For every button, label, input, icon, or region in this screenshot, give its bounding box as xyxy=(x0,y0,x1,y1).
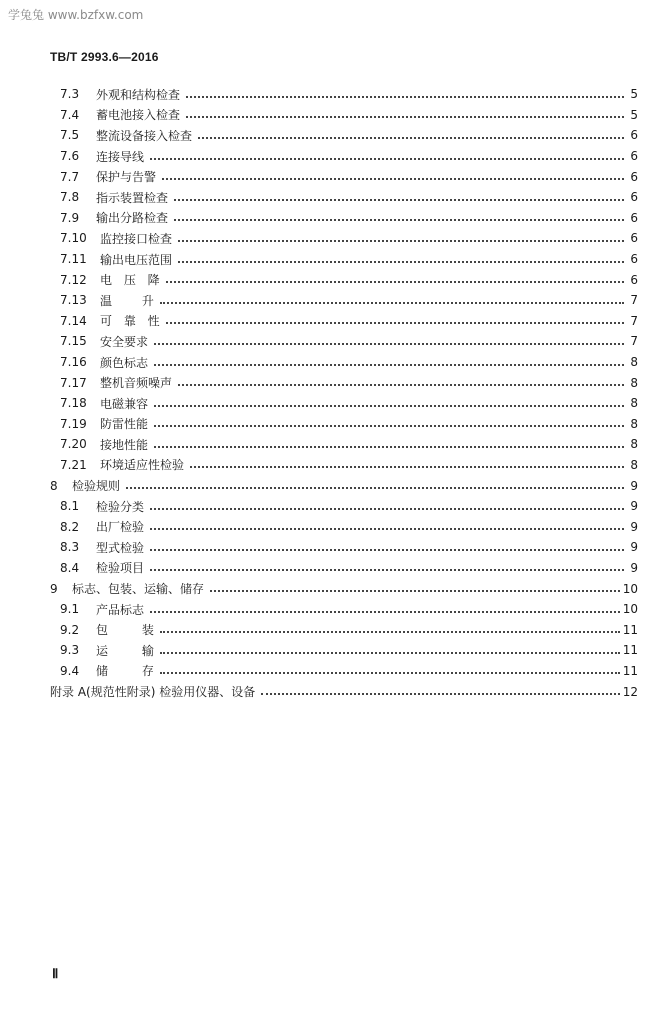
toc-entry[interactable] xyxy=(0,84,660,105)
toc-entry-number: 8.2 xyxy=(60,519,80,534)
toc-entry-title: 监控接口检查 xyxy=(100,231,173,246)
toc-entry[interactable] xyxy=(0,496,660,517)
toc-entry[interactable] xyxy=(0,269,660,290)
toc-entry[interactable] xyxy=(0,311,660,332)
toc-entry-page: 6 xyxy=(630,128,638,143)
toc-entry-title: 防雷性能 xyxy=(100,417,149,432)
toc-leader-dots xyxy=(154,404,624,407)
toc-entry-number: 7.16 xyxy=(60,355,87,370)
toc-entry-page: 5 xyxy=(630,87,638,102)
toc-leader-dots xyxy=(154,445,624,448)
toc-entry-title: 保护与告警 xyxy=(96,170,157,185)
toc-entry-title: 电磁兼容 xyxy=(100,396,149,411)
toc-entry-title: 颜色标志 xyxy=(100,355,149,370)
toc-entry[interactable] xyxy=(0,208,660,229)
toc-entry-number: 7.15 xyxy=(60,334,87,349)
toc-leader-dots xyxy=(160,301,624,304)
toc-leader-dots xyxy=(154,363,624,366)
toc-entry-number: 7.17 xyxy=(60,375,87,390)
toc-entry-title: 输出电压范围 xyxy=(100,252,173,267)
toc-entry-number: 7.8 xyxy=(60,190,80,205)
toc-leader-dots xyxy=(160,651,620,654)
toc-entry-page: 9 xyxy=(630,478,638,493)
toc-entry-page: 9 xyxy=(630,560,638,575)
watermark-text: 学兔兔 www.bzfxw.com xyxy=(8,8,144,22)
toc-leader-dots xyxy=(162,177,624,180)
toc-entry-number: 9 xyxy=(50,581,58,596)
toc-entry-page: 6 xyxy=(630,149,638,164)
toc-leader-dots xyxy=(160,671,620,674)
toc-entry-number: 9.4 xyxy=(60,663,80,678)
toc-leader-dots xyxy=(178,260,624,263)
toc-leader-dots xyxy=(186,95,624,98)
toc-entry-page: 10 xyxy=(622,602,638,617)
table-of-contents xyxy=(0,84,660,702)
toc-entry-page: 6 xyxy=(630,231,638,246)
toc-entry-number: 7.3 xyxy=(60,87,80,102)
toc-entry-title: 整流设备接入检查 xyxy=(96,128,193,143)
toc-leader-dots xyxy=(150,548,624,551)
toc-entry-title: 可 靠 性 xyxy=(100,314,160,329)
toc-entry[interactable] xyxy=(0,599,660,620)
toc-leader-dots xyxy=(150,507,624,510)
toc-leader-dots xyxy=(178,239,624,242)
toc-entry-number: 8.1 xyxy=(60,499,80,514)
toc-leader-dots xyxy=(154,424,624,427)
toc-entry-page: 8 xyxy=(630,457,638,472)
toc-entry-title: 接地性能 xyxy=(100,437,149,452)
toc-entry-page: 8 xyxy=(630,437,638,452)
toc-entry-number: 7.18 xyxy=(60,396,87,411)
toc-entry-page: 7 xyxy=(630,293,638,308)
toc-entry-page: 10 xyxy=(622,581,638,596)
toc-entry[interactable] xyxy=(0,125,660,146)
toc-leader-dots xyxy=(210,589,620,592)
toc-entry[interactable] xyxy=(0,352,660,373)
toc-entry-page: 9 xyxy=(630,499,638,514)
toc-entry-title: 整机音频噪声 xyxy=(100,376,173,391)
toc-entry[interactable] xyxy=(0,681,660,702)
toc-leader-dots xyxy=(150,157,624,160)
toc-entry-number: 7.14 xyxy=(60,313,87,328)
toc-entry-page: 11 xyxy=(622,663,638,678)
toc-leader-dots xyxy=(198,136,624,139)
toc-entry-page: 6 xyxy=(630,272,638,287)
toc-entry-title: 储 存 xyxy=(96,664,154,679)
toc-entry-title: 检验项目 xyxy=(96,561,145,576)
toc-entry-title: 包 装 xyxy=(96,623,154,638)
toc-entry[interactable] xyxy=(0,290,660,311)
toc-entry[interactable] xyxy=(0,475,660,496)
toc-entry[interactable] xyxy=(0,331,660,352)
toc-entry[interactable] xyxy=(0,537,660,558)
toc-entry-number: 7.12 xyxy=(60,272,87,287)
toc-leader-dots xyxy=(186,115,624,118)
toc-entry-page: 8 xyxy=(630,416,638,431)
toc-entry-title: 检验规则 xyxy=(72,479,121,494)
toc-entry-page: 6 xyxy=(630,169,638,184)
toc-entry-title: 运 输 xyxy=(96,643,154,658)
toc-leader-dots xyxy=(190,465,624,468)
toc-entry-title: 电 压 降 xyxy=(100,273,160,288)
toc-entry[interactable] xyxy=(0,640,660,661)
toc-entry-title: 蓄电池接入检查 xyxy=(96,108,181,123)
toc-entry[interactable] xyxy=(0,619,660,640)
toc-leader-dots xyxy=(126,486,624,489)
toc-leader-dots xyxy=(154,342,624,345)
toc-leader-dots xyxy=(150,527,624,530)
toc-entry[interactable] xyxy=(0,661,660,682)
toc-entry-page: 8 xyxy=(630,355,638,370)
toc-entry-number: 9.2 xyxy=(60,622,80,637)
toc-entry[interactable] xyxy=(0,249,660,270)
toc-entry-title: 检验分类 xyxy=(96,499,145,514)
toc-entry[interactable] xyxy=(0,516,660,537)
toc-leader-dots xyxy=(150,610,620,613)
toc-entry-number: 7.19 xyxy=(60,416,87,431)
toc-entry-page: 6 xyxy=(630,210,638,225)
toc-entry-title: 标志、包装、运输、储存 xyxy=(72,582,205,597)
toc-entry-title: 温 升 xyxy=(100,293,154,308)
toc-entry-title: 安全要求 xyxy=(100,334,149,349)
toc-entry-title: 输出分路检查 xyxy=(96,211,169,226)
toc-entry-page: 6 xyxy=(630,252,638,267)
toc-entry-number: 8.3 xyxy=(60,540,80,555)
toc-entry[interactable] xyxy=(0,558,660,579)
toc-entry-page: 11 xyxy=(622,643,638,658)
toc-entry-page: 5 xyxy=(630,107,638,122)
toc-entry[interactable] xyxy=(0,578,660,599)
toc-entry-page: 12 xyxy=(622,684,638,699)
toc-leader-dots xyxy=(174,218,624,221)
toc-entry-page: 11 xyxy=(622,622,638,637)
toc-entry-title: 附录 A(规范性附录) 检验用仪器、设备 xyxy=(50,685,256,700)
toc-entry-number: 7.13 xyxy=(60,293,87,308)
toc-entry-number: 7.4 xyxy=(60,107,80,122)
toc-entry[interactable] xyxy=(0,187,660,208)
toc-entry[interactable] xyxy=(0,372,660,393)
toc-entry[interactable] xyxy=(0,105,660,126)
toc-entry-page: 8 xyxy=(630,396,638,411)
toc-leader-dots xyxy=(150,568,624,571)
toc-entry-title: 出厂检验 xyxy=(96,520,145,535)
toc-entry-page: 7 xyxy=(630,313,638,328)
toc-entry-number: 7.6 xyxy=(60,149,80,164)
toc-entry-title: 连接导线 xyxy=(96,149,145,164)
toc-entry-title: 指示装置检查 xyxy=(96,190,169,205)
toc-entry-title: 环境适应性检验 xyxy=(100,458,185,473)
toc-entry[interactable] xyxy=(0,414,660,435)
toc-entry[interactable] xyxy=(0,393,660,414)
toc-entry-number: 9.1 xyxy=(60,602,80,617)
toc-leader-dots xyxy=(160,630,620,633)
standard-code-header: TB/T 2993.6—2016 xyxy=(50,50,159,64)
toc-entry[interactable] xyxy=(0,455,660,476)
toc-entry-page: 6 xyxy=(630,190,638,205)
toc-entry-title: 产品标志 xyxy=(96,602,145,617)
toc-leader-dots xyxy=(166,321,624,324)
toc-entry[interactable] xyxy=(0,434,660,455)
toc-leader-dots xyxy=(178,383,624,386)
toc-entry-number: 8.4 xyxy=(60,560,80,575)
toc-entry-number: 7.5 xyxy=(60,128,80,143)
toc-entry-page: 8 xyxy=(630,375,638,390)
toc-entry[interactable] xyxy=(0,146,660,167)
toc-entry-title: 外观和结构检查 xyxy=(96,87,181,102)
toc-entry-number: 7.10 xyxy=(60,231,87,246)
toc-entry-number: 9.3 xyxy=(60,643,80,658)
toc-entry-number: 8 xyxy=(50,478,58,493)
toc-entry-page: 9 xyxy=(630,540,638,555)
toc-entry-number: 7.21 xyxy=(60,457,87,472)
toc-entry-number: 7.11 xyxy=(60,252,87,267)
toc-leader-dots xyxy=(166,280,624,283)
toc-entry-title: 型式检验 xyxy=(96,540,145,555)
toc-entry[interactable] xyxy=(0,166,660,187)
footer-page-number: Ⅱ xyxy=(52,966,59,981)
toc-entry-number: 7.20 xyxy=(60,437,87,452)
toc-entry-number: 7.7 xyxy=(60,169,80,184)
toc-entry-number: 7.9 xyxy=(60,210,80,225)
toc-entry[interactable] xyxy=(0,228,660,249)
toc-entry-page: 7 xyxy=(630,334,638,349)
toc-leader-dots xyxy=(174,198,624,201)
toc-entry-page: 9 xyxy=(630,519,638,534)
toc-leader-dots xyxy=(261,692,620,695)
